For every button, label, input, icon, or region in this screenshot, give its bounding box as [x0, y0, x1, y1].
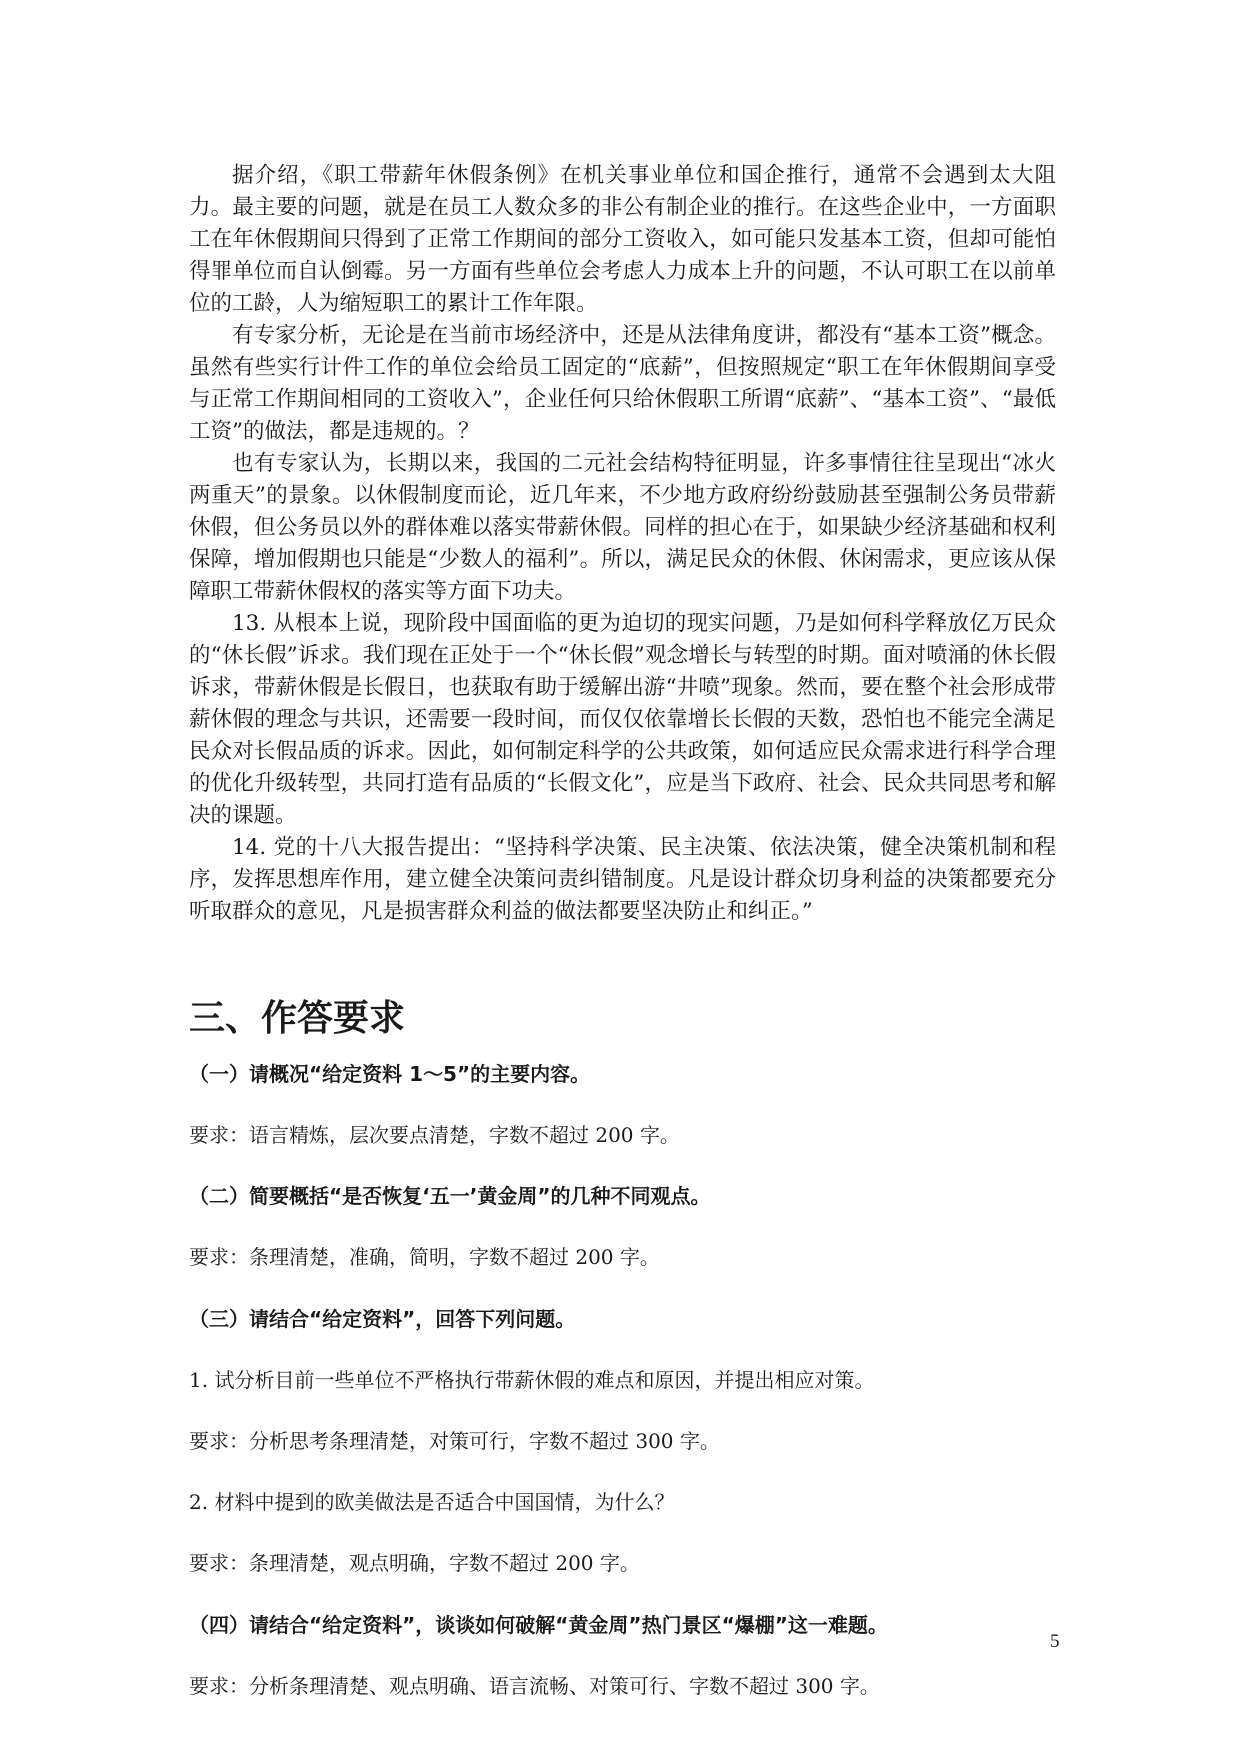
document-page: [189, 160, 1056, 1698]
question-2: （二）简要概括“是否恢复‘五一’黄金周”的几种不同观点。: [189, 1184, 711, 1208]
paragraph-3: 也有专家认为，长期以来，我国的二元社会结构特征明显，许多事情往往呈现出“冰火两重天”的景象。以休假制度而论，近几年来，不少地方政府纷纷鼓励甚至强制公务员带薪休假，但公务员以外的群体难以落实带薪休假。同样的担心在于，如果缺少经济基础和权利保障，增加假期也只能是“少数人的福利”。所以，满足民众的休假、休闲需求，更应该从保障职工带薪休假权的落实等方面下功夫。: [189, 451, 1056, 604]
page-number: 5: [1050, 1631, 1060, 1652]
requirement-1: 要求：语言精炼，层次要点清楚，字数不超过 200 字。: [189, 1123, 680, 1147]
requirement-3-1: 要求：分析思考条理清楚，对策可行，字数不超过 300 字。: [189, 1429, 720, 1453]
question-3-2: 2. 材料中提到的欧美做法是否适合中国国情，为什么？: [189, 1490, 675, 1514]
paragraph-13: 13. 从根本上说，现阶段中国面临的更为迫切的现实问题，乃是如何科学释放亿万民众的“休长假”诉求。我们现在正处于一个“休长假”观念增长与转型的时期。面对喷涌的休长假诉求，带薪休假是长假日，也获取有助于缓解出游“井喷”现象。然而，要在整个社会形成带薪休假的理念与共识，还需要一段时间，而仅仅依靠增长长假的天数，恐怕也不能完全满足民众对长假品质的诉求。因此，如何制定科学的公共政策，如何适应民众需求进行科学合理的优化升级转型，共同打造有品质的“长假文化”，应是当下政府、社会、民众共同思考和解决的课题。: [189, 611, 1056, 828]
question-1: （一）请概况“给定资料 1～5”的主要内容。: [189, 1062, 591, 1086]
requirement-2: 要求：条理清楚，准确，简明，字数不超过 200 字。: [189, 1245, 660, 1269]
requirement-4: 要求：分析条理清楚、观点明确、语言流畅、对策可行、字数不超过 300 字。: [189, 1674, 880, 1698]
paragraph-14: 14. 党的十八大报告提出：“坚持科学决策、民主决策、依法决策，健全决策机制和程序，发挥思想库作用，建立健全决策问责纠错制度。凡是设计群众切身利益的决策都要充分听取群众的意见，凡是损害群众利益的做法都要坚决防止和纠正。”: [189, 835, 1056, 924]
paragraph-1: 据介绍，《职工带薪年休假条例》在机关事业单位和国企推行，通常不会遇到太大阻力。最主要的问题，就是在员工人数众多的非公有制企业的推行。在这些企业中，一方面职工在年休假期间只得到了正常工作期间的部分工资收入，如可能只发基本工资，但却可能怕得罪单位而自认倒霉。另一方面有些单位会考虑人力成本上升的问题，不认可职工在以前单位的工龄，人为缩短职工的累计工作年限。: [189, 163, 1056, 316]
paragraph-2: 有专家分析，无论是在当前市场经济中，还是从法律角度讲，都没有“基本工资”概念。虽然有些实行计件工作的单位会给员工固定的“底薪”，但按照规定“职工在年休假期间享受与正常工作期间相同的工资收入”，企业任何只给休假职工所谓“底薪”、“基本工资”、“最低工资”的做法，都是违规的。？: [189, 323, 1056, 444]
requirement-3-2: 要求：条理清楚，观点明确，字数不超过 200 字。: [189, 1551, 640, 1575]
question-4: （四）请结合“给定资料”，谈谈如何破解“黄金周”热门景区“爆棚”这一难题。: [189, 1613, 888, 1637]
question-3: （三）请结合“给定资料”，回答下列问题。: [189, 1307, 576, 1331]
section-title: 三、作答要求: [189, 998, 406, 1039]
question-3-1: 1. 试分析目前一些单位不严格执行带薪休假的难点和原因，并提出相应对策。: [189, 1368, 875, 1392]
